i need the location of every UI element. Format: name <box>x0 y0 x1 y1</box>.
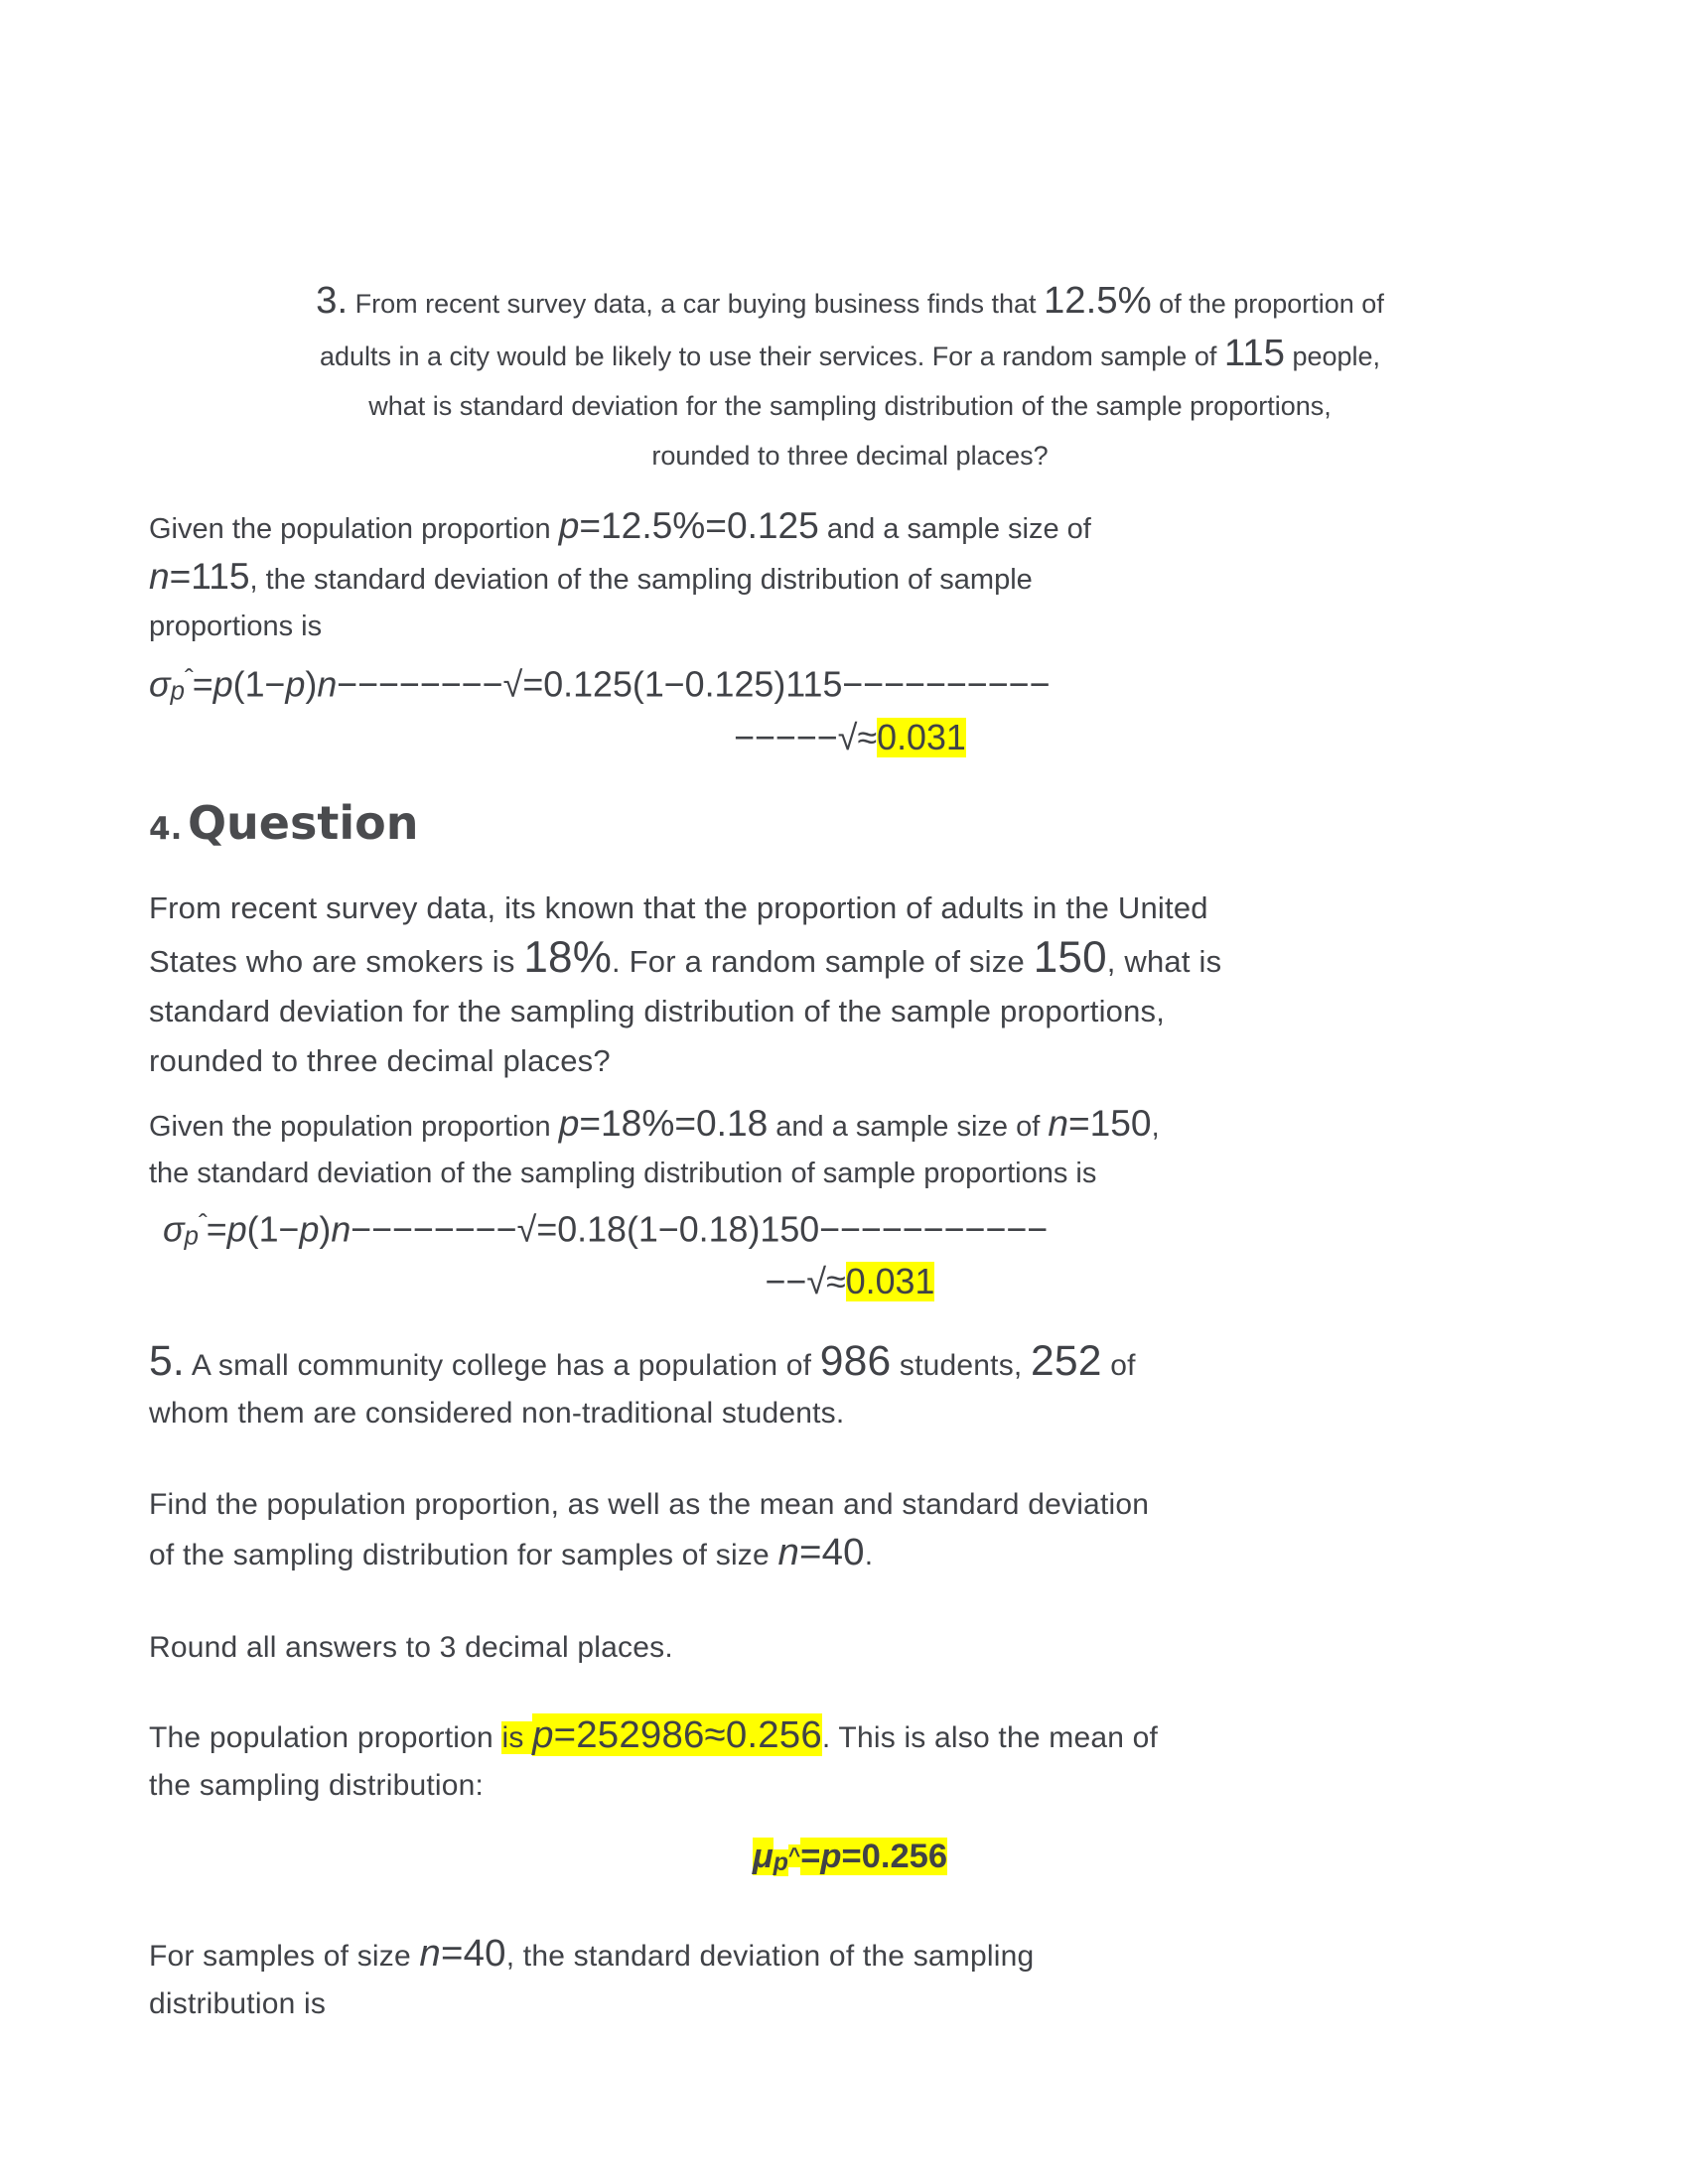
text-segment: A small community college has a population of <box>184 1349 820 1383</box>
text-segment: σ <box>163 1209 185 1250</box>
text-segment: 115 <box>1223 332 1285 374</box>
text-segment: −−−−−−−−√=0.125(1−0.125)115−−−−−−−−−− <box>337 664 1051 705</box>
text-segment: the standard deviation of the sampling distribution of sample proportions is <box>149 1157 1097 1189</box>
question-5-population-proportion <box>149 1711 1551 1810</box>
text-segment: and a sample size of <box>818 513 1091 545</box>
question-3-formula-result <box>149 715 1551 763</box>
question-5-find-instruction <box>149 1481 1551 1579</box>
text-segment: n <box>419 1932 441 1976</box>
document-content <box>149 0 1551 2028</box>
text-segment: =40 <box>440 1932 506 1976</box>
text-segment: =150 <box>1067 1101 1152 1144</box>
text-segment: n <box>1048 1101 1068 1144</box>
text-segment: p <box>212 664 233 705</box>
text-segment: 986 <box>819 1337 892 1386</box>
highlighted-text: =0.256 <box>841 1838 948 1876</box>
text-segment: −−−−−√≈ <box>734 717 878 757</box>
text-segment: States who are smokers is <box>149 943 524 979</box>
text-segment: , <box>1151 1110 1160 1143</box>
text-segment: adults in a city would be likely to use their services. For a random sample of <box>319 341 1224 371</box>
text-segment: , what is <box>1106 943 1222 979</box>
text-segment: of <box>1101 1349 1136 1383</box>
highlighted-text: =252986≈0.256 <box>553 1713 822 1757</box>
text-segment: p <box>226 1209 247 1250</box>
highlighted-text: p <box>820 1838 842 1876</box>
text-segment: rounded to three decimal places? <box>149 1042 611 1078</box>
text-segment: 12.5% <box>1043 279 1152 322</box>
text-segment: the sampling distribution: <box>149 1769 485 1803</box>
text-segment: =115 <box>169 555 250 597</box>
text-segment: n <box>317 664 338 705</box>
text-segment: p <box>170 677 185 706</box>
question-4-formula-result <box>149 1259 1551 1307</box>
text-segment: p <box>184 1222 199 1251</box>
question-3-statement <box>149 276 1551 480</box>
text-segment: −−−−−−−−√=0.18(1−0.18)150−−−−−−−−−−− <box>351 1209 1049 1250</box>
text-segment: p <box>558 1101 580 1144</box>
text-segment: From recent survey data, its known that the proportion of adults in the United <box>149 889 1208 925</box>
text-segment: what is standard deviation for the sampling distribution of the sample proportions, <box>368 391 1332 421</box>
text-segment: p <box>285 664 306 705</box>
text-segment: =40 <box>799 1531 865 1574</box>
text-segment: standard deviation for the sampling distribution of the sample proportions, <box>149 993 1166 1028</box>
text-segment: =12.5%=0.125 <box>579 504 819 546</box>
question-3-formula-line <box>149 656 1551 715</box>
text-segment: σ <box>149 664 171 705</box>
question-5-round-instruction <box>149 1624 1551 1672</box>
question-4-given <box>149 1100 1551 1197</box>
text-segment: From recent survey data, a car buying business finds that <box>348 289 1044 319</box>
question-4-formula-line <box>149 1201 1551 1260</box>
text-segment: Given the population proportion <box>149 1110 559 1143</box>
highlighted-text: = <box>800 1838 821 1876</box>
text-segment: Round all answers to 3 decimal places. <box>149 1631 673 1665</box>
text-segment: (1− <box>232 664 286 705</box>
text-segment: p <box>299 1209 320 1250</box>
text-segment: p <box>558 504 580 546</box>
question-5-mu-formula <box>149 1834 1551 1886</box>
text-segment: ˆ <box>198 1208 207 1239</box>
text-segment: Find the population proportion, as well as the mean and standard deviation <box>149 1488 1150 1522</box>
text-segment: −−√≈ <box>765 1262 846 1302</box>
text-segment: of the proportion of <box>1151 289 1384 319</box>
text-segment: . For a random sample of size <box>612 943 1034 979</box>
text-segment: distribution is <box>149 1987 327 2021</box>
text-segment: ) <box>305 664 318 705</box>
text-segment: . <box>864 1539 874 1572</box>
text-segment: proportions is <box>149 611 323 642</box>
text-segment: 3. <box>316 279 349 322</box>
heading-number: 4. <box>149 810 183 847</box>
section-4-heading <box>149 791 1551 866</box>
highlighted-text: 0.031 <box>845 1262 935 1302</box>
text-segment: . This is also the mean of <box>821 1721 1159 1755</box>
question-3-given <box>149 502 1551 650</box>
text-segment: of the sampling distribution for samples of size <box>149 1539 778 1572</box>
text-segment: 5. <box>149 1337 185 1386</box>
text-segment: = <box>192 664 213 705</box>
text-segment: Given the population proportion <box>149 513 559 545</box>
text-segment: ) <box>319 1209 332 1250</box>
text-segment: people, <box>1284 341 1381 371</box>
text-segment: (1− <box>246 1209 300 1250</box>
text-segment: whom them are considered non-traditional students. <box>149 1397 845 1431</box>
text-segment: 252 <box>1031 1337 1102 1386</box>
text-segment: = <box>206 1209 227 1250</box>
highlighted-text: p <box>532 1713 554 1757</box>
text-segment: and a sample size of <box>768 1110 1049 1143</box>
text-segment: , the standard deviation of the sampling distribution of sample <box>249 564 1033 596</box>
text-segment: 18% <box>523 932 613 982</box>
text-segment: n <box>149 555 170 597</box>
text-segment: For samples of size <box>149 1940 420 1974</box>
text-segment: students, <box>891 1349 1031 1383</box>
highlighted-text: ^ <box>787 1844 801 1868</box>
question-5-std-dev-intro <box>149 1930 1551 2028</box>
text-segment: 150 <box>1033 932 1107 982</box>
highlighted-text: 0.031 <box>877 717 966 757</box>
question-4-statement <box>149 884 1551 1086</box>
text-segment: , the standard deviation of the sampling <box>505 1940 1035 1974</box>
text-segment: rounded to three decimal places? <box>651 441 1049 471</box>
heading-title: Question <box>187 795 419 850</box>
text-segment: n <box>777 1531 799 1574</box>
text-segment: n <box>331 1209 352 1250</box>
text-segment: The population proportion <box>149 1721 502 1755</box>
highlighted-text: is <box>501 1721 533 1755</box>
question-5-statement <box>149 1337 1551 1437</box>
text-segment: =18%=0.18 <box>579 1101 769 1144</box>
highlighted-text: μ <box>752 1838 774 1876</box>
text-segment: ˆ <box>184 664 193 694</box>
highlighted-text: p <box>773 1849 788 1877</box>
